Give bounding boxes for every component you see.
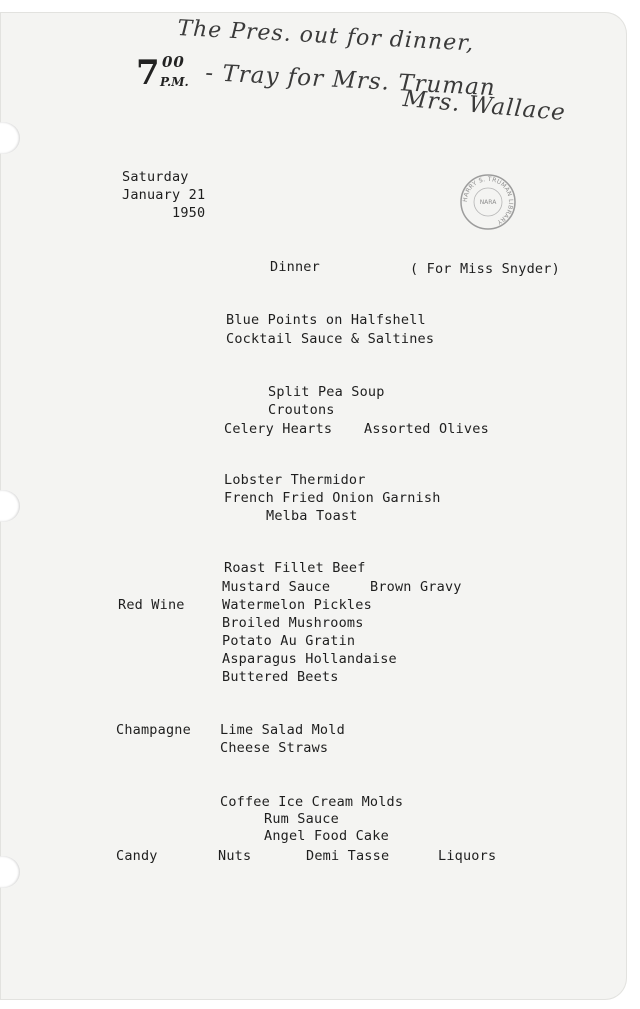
course4-line6: Asparagus Hollandaise [222, 651, 397, 667]
punch-hole-top [0, 122, 20, 154]
course2-line2: Croutons [268, 402, 335, 418]
punch-hole-middle [0, 490, 20, 522]
course3-line3: Melba Toast [266, 508, 358, 524]
course1-line2: Cocktail Sauce & Saltines [226, 331, 435, 347]
handwritten-note-line1: The Pres. out for dinner, [176, 16, 475, 57]
punch-hole-bottom [0, 856, 20, 888]
final-nuts: Nuts [218, 848, 252, 864]
course4-line5: Potato Au Gratin [222, 633, 356, 649]
handwritten-time-hour: 7 [136, 53, 161, 93]
stamp-center-text: NARA [479, 199, 497, 206]
handwritten-time-minutes: 00 [162, 53, 185, 71]
stamp-text: HARRY S. TRUMAN LIBRARY [461, 175, 515, 226]
course5-wine: Champagne [116, 722, 191, 738]
handwritten-note-line2: - Tray for Mrs. Truman [204, 60, 497, 102]
course4-wine: Red Wine [118, 597, 185, 613]
handwritten-note-line3: Mrs. Wallace [401, 86, 567, 127]
course1-line1: Blue Points on Halfshell [226, 312, 426, 328]
course3-line1: Lobster Thermidor [224, 472, 366, 488]
course4-line4: Broiled Mushrooms [222, 615, 364, 631]
course5-line1: Lime Salad Mold [220, 722, 345, 738]
course4-line1: Roast Fillet Beef [224, 560, 366, 576]
final-liquors: Liquors [438, 848, 497, 864]
course6-line2: Rum Sauce [264, 811, 339, 827]
handwritten-time-suffix: P.M. [160, 75, 189, 89]
course6-line3: Angel Food Cake [264, 828, 389, 844]
course5-line2: Cheese Straws [220, 740, 329, 756]
course4-line7: Buttered Beets [222, 669, 339, 685]
course3-line2: French Fried Onion Garnish [224, 490, 441, 506]
final-demitasse: Demi Tasse [306, 848, 390, 864]
final-candy: Candy [116, 848, 158, 864]
date-month-day: January 21 [122, 187, 206, 203]
course2-line3a: Celery Hearts [224, 421, 333, 437]
menu-heading-dinner: Dinner [270, 259, 320, 275]
course4-line2a: Mustard Sauce [222, 579, 331, 595]
menu-heading-note: ( For Miss Snyder) [410, 261, 560, 277]
course2-line3b: Assorted Olives [364, 421, 489, 437]
course2-line1: Split Pea Soup [268, 384, 385, 400]
archive-stamp [458, 172, 518, 232]
course4-line2b: Brown Gravy [370, 579, 462, 595]
course4-line3: Watermelon Pickles [222, 597, 372, 613]
menu-page [0, 12, 627, 1000]
course6-line1: Coffee Ice Cream Molds [220, 794, 404, 810]
date-year: 1950 [172, 205, 206, 221]
date-day: Saturday [122, 169, 189, 185]
